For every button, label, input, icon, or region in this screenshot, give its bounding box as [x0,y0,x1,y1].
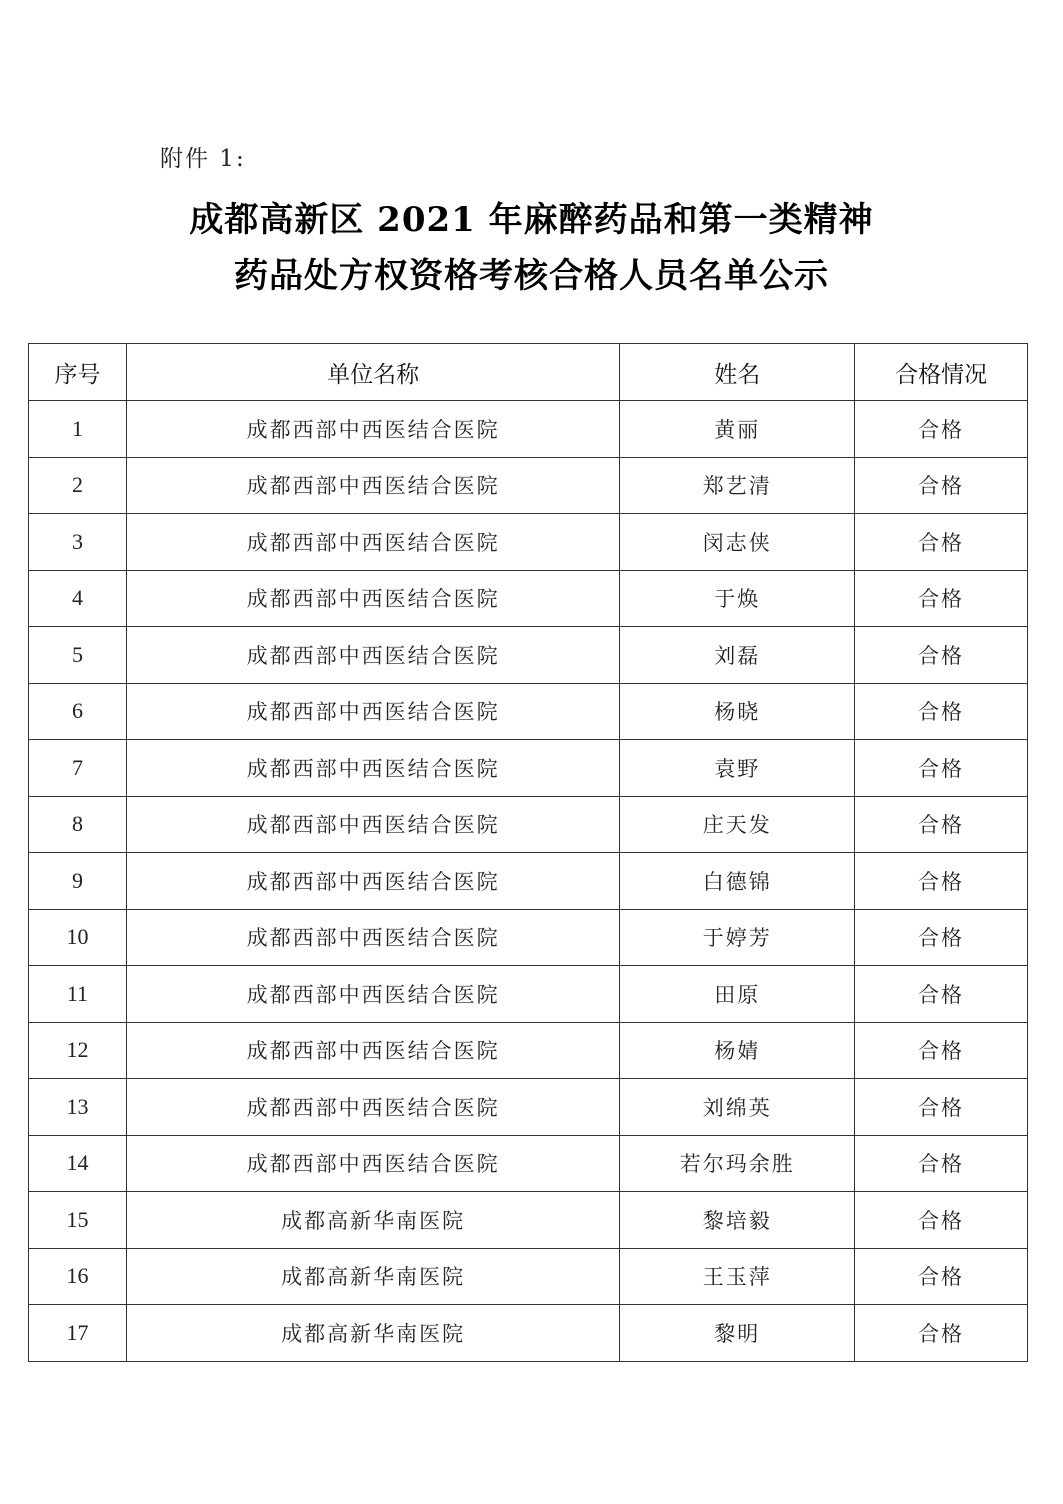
header-person-name: 姓名 [620,344,855,401]
table-row [29,1079,1028,1136]
cell-person-name: 黎明 [620,1305,855,1362]
table-row [29,966,1028,1023]
header-qualification-status: 合格情况 [855,344,1028,401]
cell-serial-number: 12 [29,1022,127,1079]
cell-unit-name: 成都西部中西医结合医院 [126,514,619,571]
cell-serial-number: 9 [29,853,127,910]
cell-person-name: 于婷芳 [620,909,855,966]
table-row [29,909,1028,966]
document-title-line-1: 成都高新区 2021 年麻醉药品和第一类精神 [189,200,874,240]
header-unit-name: 单位名称 [126,344,619,401]
cell-unit-name: 成都西部中西医结合医院 [126,796,619,853]
cell-qualification-status: 合格 [855,514,1028,571]
cell-serial-number: 14 [29,1135,127,1192]
cell-serial-number: 16 [29,1248,127,1305]
table-row [29,1022,1028,1079]
cell-unit-name: 成都西部中西医结合医院 [126,853,619,910]
cell-qualification-status: 合格 [855,627,1028,684]
qualified-personnel-table [28,343,1028,1362]
cell-serial-number: 11 [29,966,127,1023]
cell-unit-name: 成都西部中西医结合医院 [126,740,619,797]
cell-serial-number: 2 [29,457,127,514]
cell-serial-number: 10 [29,909,127,966]
table-row [29,457,1028,514]
cell-qualification-status: 合格 [855,909,1028,966]
cell-person-name: 刘绵英 [620,1079,855,1136]
cell-qualification-status: 合格 [855,1248,1028,1305]
cell-person-name: 刘磊 [620,627,855,684]
cell-serial-number: 15 [29,1192,127,1249]
cell-qualification-status: 合格 [855,1135,1028,1192]
table-row [29,514,1028,571]
cell-unit-name: 成都西部中西医结合医院 [126,966,619,1023]
table-row [29,570,1028,627]
cell-unit-name: 成都西部中西医结合医院 [126,457,619,514]
cell-qualification-status: 合格 [855,683,1028,740]
table-row [29,1192,1028,1249]
document-title-line-2: 药品处方权资格考核合格人员名单公示 [234,256,829,296]
cell-person-name: 庄天发 [620,796,855,853]
cell-qualification-status: 合格 [855,570,1028,627]
table-row [29,1248,1028,1305]
header-serial-number: 序号 [29,344,127,401]
cell-serial-number: 4 [29,570,127,627]
cell-person-name: 黎培毅 [620,1192,855,1249]
cell-unit-name: 成都西部中西医结合医院 [126,1135,619,1192]
cell-person-name: 王玉萍 [620,1248,855,1305]
cell-qualification-status: 合格 [855,966,1028,1023]
table-row [29,853,1028,910]
cell-person-name: 若尔玛余胜 [620,1135,855,1192]
cell-person-name: 闵志侠 [620,514,855,571]
table-body [29,401,1028,1362]
cell-serial-number: 7 [29,740,127,797]
cell-qualification-status: 合格 [855,1079,1028,1136]
cell-serial-number: 3 [29,514,127,571]
cell-unit-name: 成都西部中西医结合医院 [126,1079,619,1136]
cell-unit-name: 成都高新华南医院 [126,1248,619,1305]
table-row [29,627,1028,684]
cell-person-name: 于焕 [620,570,855,627]
cell-person-name: 杨婧 [620,1022,855,1079]
cell-qualification-status: 合格 [855,457,1028,514]
table-header-row [29,344,1028,401]
cell-qualification-status: 合格 [855,1305,1028,1362]
cell-qualification-status: 合格 [855,740,1028,797]
cell-serial-number: 8 [29,796,127,853]
cell-qualification-status: 合格 [855,401,1028,458]
cell-serial-number: 1 [29,401,127,458]
cell-serial-number: 17 [29,1305,127,1362]
cell-unit-name: 成都高新华南医院 [126,1192,619,1249]
table-row [29,796,1028,853]
cell-unit-name: 成都西部中西医结合医院 [126,570,619,627]
cell-qualification-status: 合格 [855,796,1028,853]
cell-serial-number: 13 [29,1079,127,1136]
cell-qualification-status: 合格 [855,1192,1028,1249]
cell-unit-name: 成都西部中西医结合医院 [126,909,619,966]
cell-person-name: 郑艺清 [620,457,855,514]
attachment-label: 附件 1: [160,146,246,172]
cell-serial-number: 6 [29,683,127,740]
cell-serial-number: 5 [29,627,127,684]
cell-unit-name: 成都西部中西医结合医院 [126,1022,619,1079]
table-row [29,401,1028,458]
cell-person-name: 袁野 [620,740,855,797]
cell-person-name: 杨晓 [620,683,855,740]
cell-qualification-status: 合格 [855,1022,1028,1079]
cell-unit-name: 成都西部中西医结合医院 [126,627,619,684]
cell-person-name: 黄丽 [620,401,855,458]
cell-unit-name: 成都西部中西医结合医院 [126,683,619,740]
cell-qualification-status: 合格 [855,853,1028,910]
cell-person-name: 白德锦 [620,853,855,910]
cell-person-name: 田原 [620,966,855,1023]
table-row [29,1305,1028,1362]
cell-unit-name: 成都西部中西医结合医院 [126,401,619,458]
table-row [29,740,1028,797]
table-row [29,683,1028,740]
cell-unit-name: 成都高新华南医院 [126,1305,619,1362]
table-row [29,1135,1028,1192]
